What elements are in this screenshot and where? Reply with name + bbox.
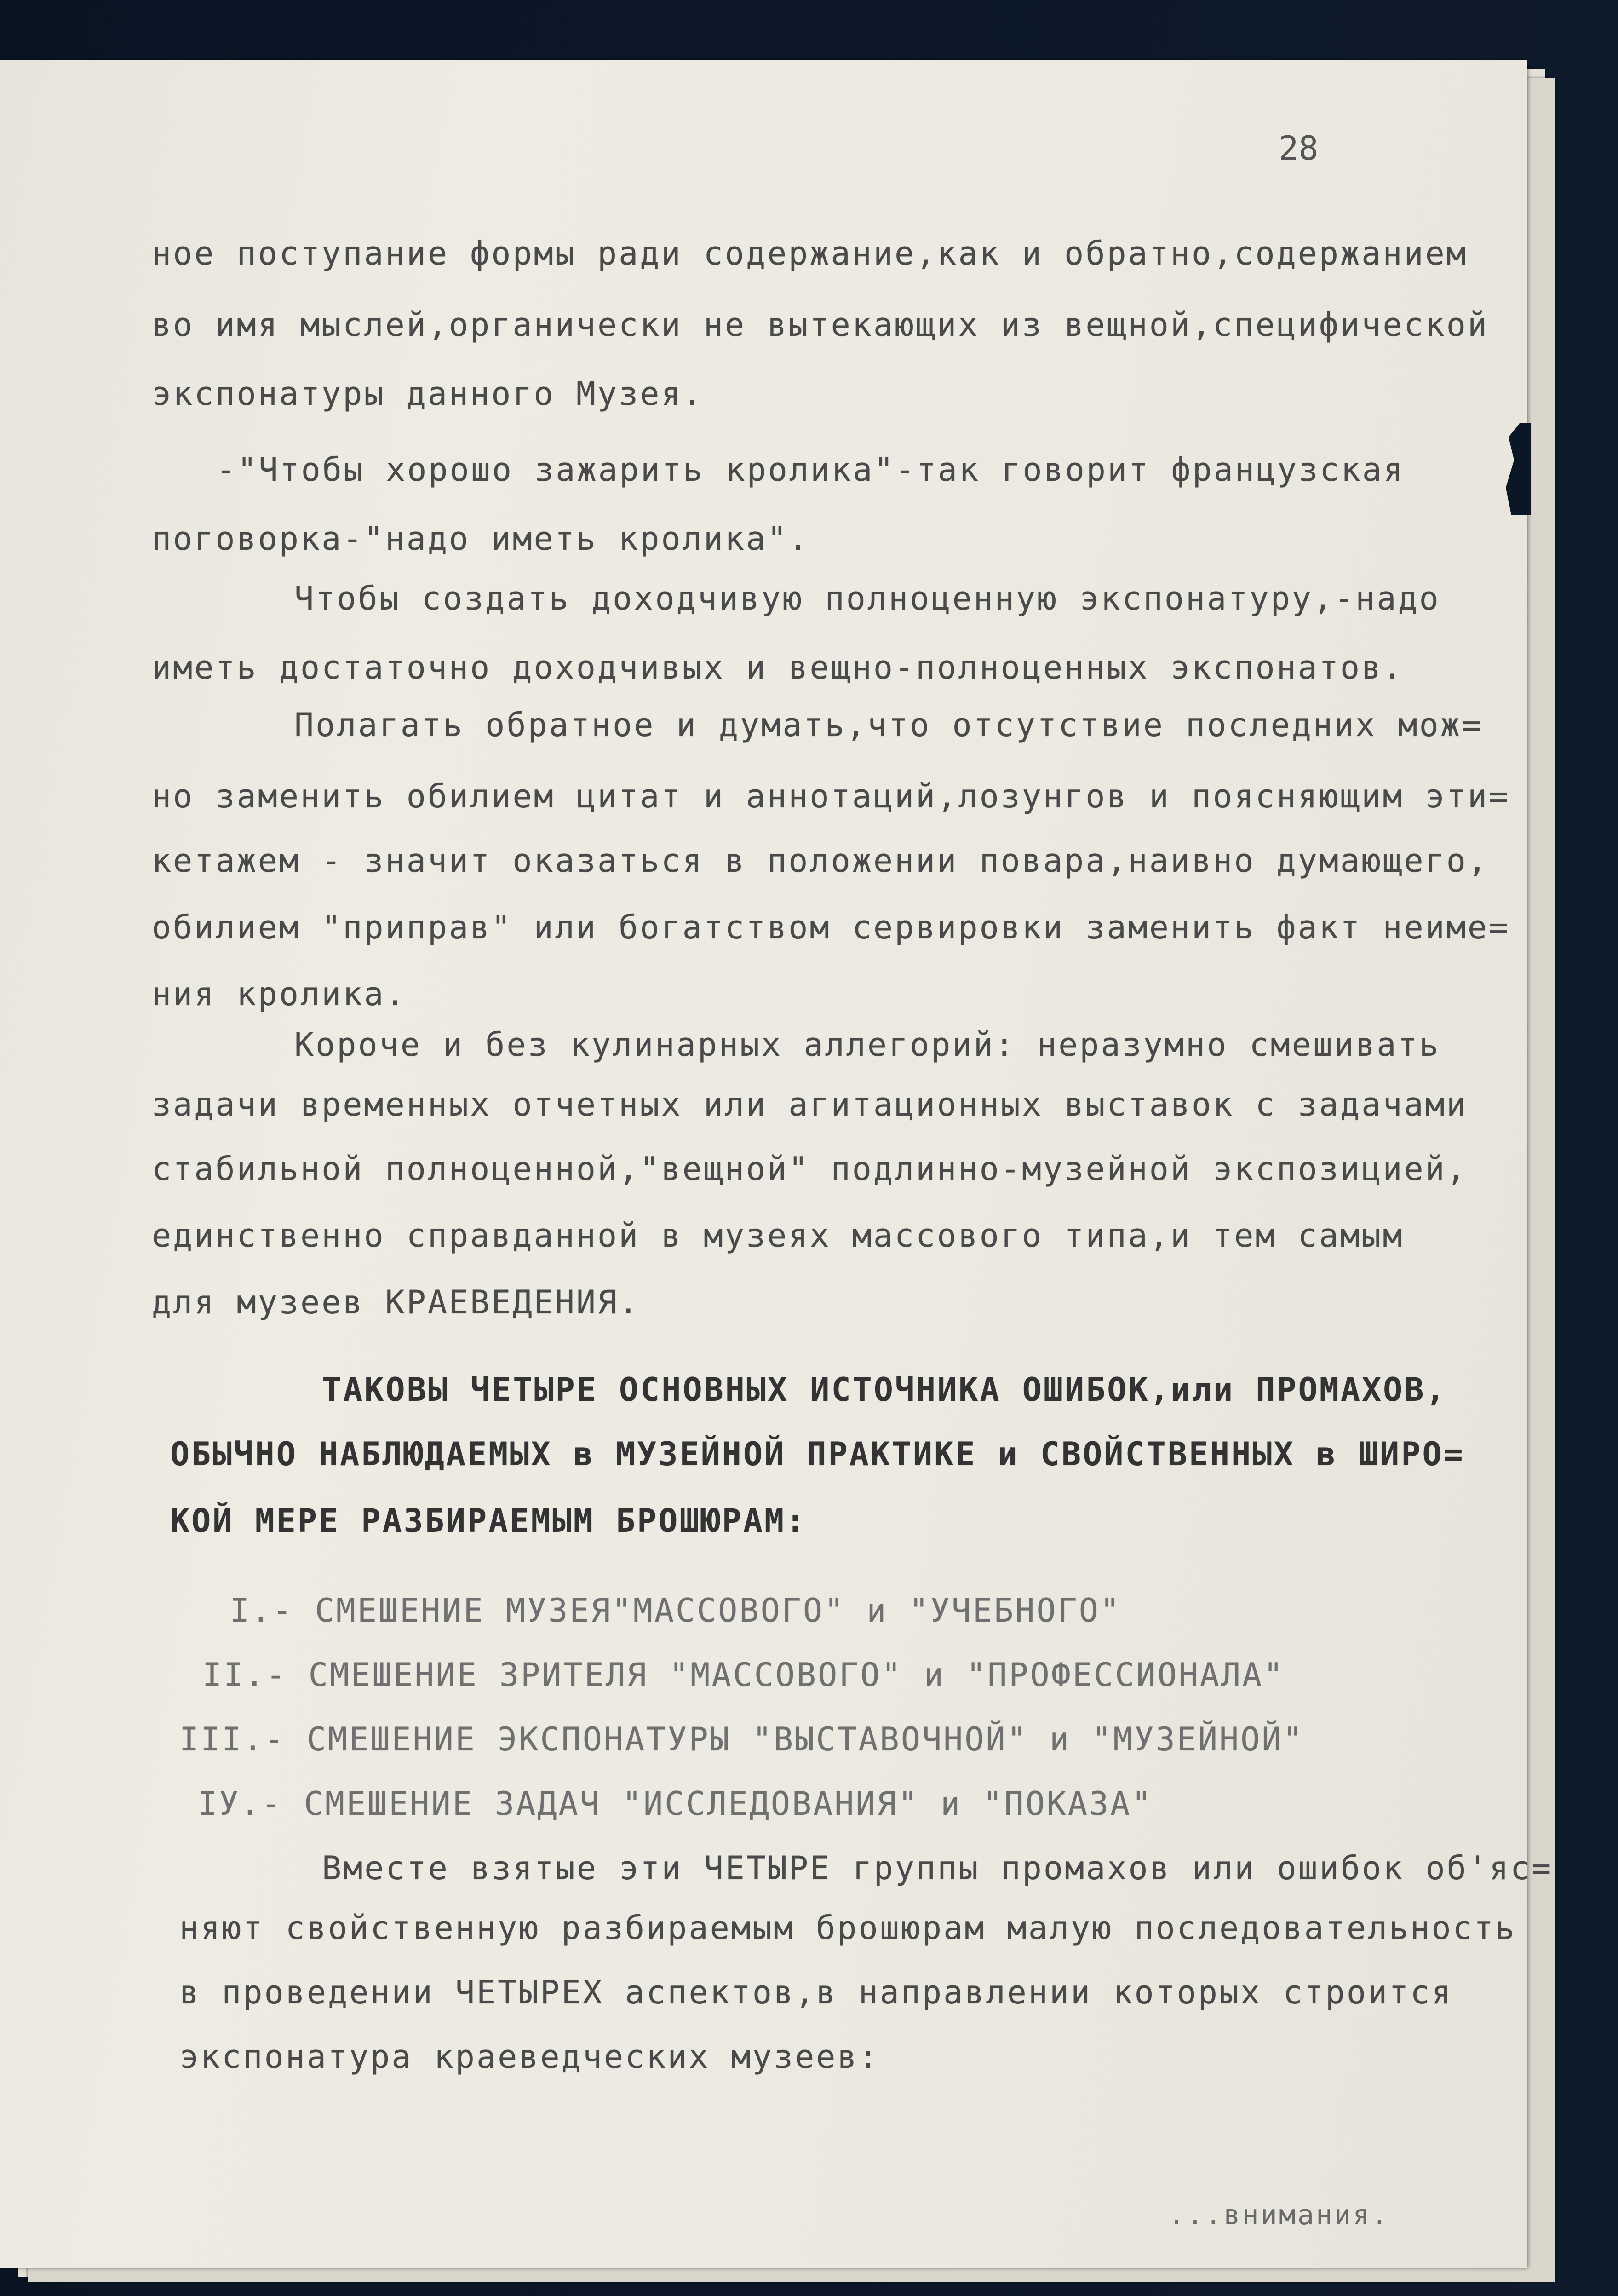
text-line: для музеев КРАЕВЕДЕНИЯ. (152, 1283, 640, 1321)
text-line: ния кролика. (152, 975, 407, 1013)
text-line: поговорка-"надо иметь кролика". (152, 520, 810, 558)
page-tear (1503, 423, 1531, 515)
text-line-caps: ТАКОВЫ ЧЕТЫРЕ ОСНОВНЫХ ИСТОЧНИКА ОШИБОК,или ПРОМАХОВ, (322, 1371, 1447, 1409)
text-line: экспонатуры данного Музея. (152, 375, 704, 413)
text-line: Короче и без кулинарных аллегорий: неразумно смешивать (294, 1026, 1440, 1064)
text-line: ное поступание формы ради содержание,как и обратно,содержанием (152, 235, 1468, 272)
list-item: IУ.- СМЕШЕНИЕ ЗАДАЧ "ИССЛЕДОВАНИЯ" и "ПОКАЗА" (198, 1785, 1153, 1823)
text-line: иметь достаточно доходчивых и вещно-полноценных экспонатов. (152, 649, 1404, 686)
text-line: обилием "приправ" или богатством сервировки заменить факт неиме= (152, 909, 1510, 946)
list-item: I.- СМЕШЕНИЕ МУЗЕЯ"МАССОВОГО" и "УЧЕБНОГО" (230, 1592, 1122, 1629)
list-item: II.- СМЕШЕНИЕ ЗРИТЕЛЯ "МАССОВОГО" и "ПРОФЕССИОНАЛА" (202, 1656, 1285, 1694)
text-line: стабильной полноценной,"вещной" подлинно-музейной экспозицией, (152, 1150, 1468, 1188)
text-line: экспонатура краеведческих музеев: (179, 2038, 880, 2076)
page-number: 28 (1279, 129, 1319, 167)
text-line: кетажем - значит оказаться в положении повара,наивно думающего, (152, 842, 1489, 880)
text-line: единственно справданной в музеях массового типа,и тем самым (152, 1217, 1404, 1254)
text-line: в проведении ЧЕТЫРЕХ аспектов,в направлении которых строится (179, 1974, 1453, 2011)
text-line: задачи временных отчетных или агитационных выставок с задачами (152, 1086, 1468, 1123)
text-line: Вместе взятые эти ЧЕТЫРЕ группы промахов или ошибок об'яс= (322, 1849, 1553, 1887)
text-line-caps: ОБЫЧНО НАБЛЮДАЕМЫХ в МУЗЕЙНОЙ ПРАКТИКЕ и СВОЙСТВЕННЫХ в ШИРО= (170, 1435, 1465, 1473)
text-line: Чтобы создать доходчивую полноценную экспонатуру,-надо (294, 580, 1440, 617)
text-line: но заменить обилием цитат и аннотаций,лозунгов и поясняющим эти= (152, 777, 1510, 815)
text-line: няют свойственную разбираемым брошюрам малую последовательность (179, 1909, 1517, 1947)
underlying-page-text-fragment: ...внимания. (1168, 2199, 1390, 2231)
text-line-caps: КОЙ МЕРЕ РАЗБИРАЕМЫМ БРОШЮРАМ: (170, 1502, 807, 1540)
text-line: Полагать обратное и думать,что отсутствие последних мож= (294, 706, 1483, 744)
list-item: III.- СМЕШЕНИЕ ЭКСПОНАТУРЫ "ВЫСТАВОЧНОЙ" и "МУЗЕЙНОЙ" (179, 1721, 1304, 1758)
text-line: -"Чтобы хорошо зажарить кролика"-так говорит французская (216, 451, 1405, 489)
text-line: во имя мыслей,органически не вытекающих из вещной,специфической (152, 306, 1489, 344)
